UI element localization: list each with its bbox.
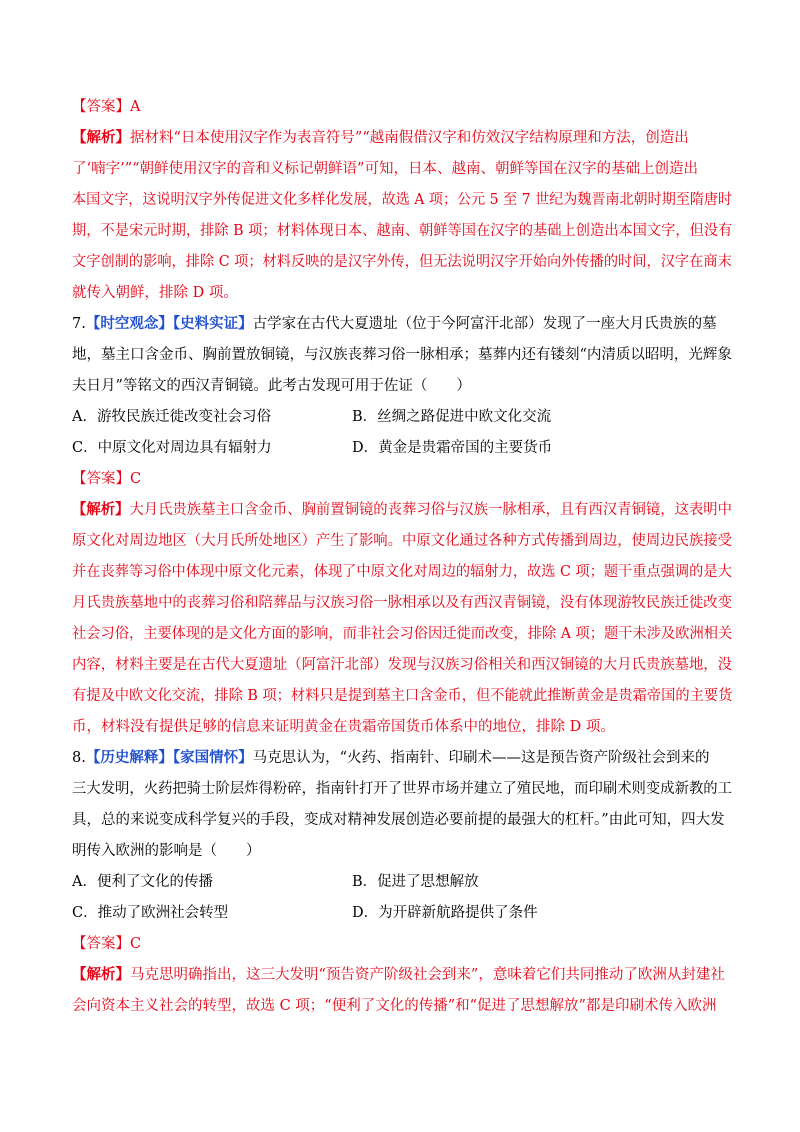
option-d[interactable]: D．黄金是贵霜帝国的主要货币	[352, 440, 553, 456]
answer-tag: 【答案】	[72, 471, 130, 487]
analysis-tag: 【解析】	[72, 966, 130, 983]
answer-value: A	[130, 99, 141, 115]
answer-value: C	[130, 936, 142, 952]
option-a[interactable]: A．便利了文化的传播	[72, 874, 213, 890]
answer-tag: 【答案】	[72, 936, 130, 952]
option-c[interactable]: C．推动了欧洲社会转型	[72, 905, 229, 921]
answer-line	[72, 933, 141, 955]
prev-analysis-line: 【解析】据材料“日本使用汉字作为表音符号”“越南假借汉字和仿效汉字结构原理和方法，创造出	[72, 129, 689, 146]
question-stem-line: 8.【历史解释】【家国情怀】马克思认为，“火药、指南针、印刷术——这是预告资产阶级社会到来的	[72, 749, 710, 766]
question-stem-line: 具，总的来说变成科学复兴的手段，变成对精神发展创造必要前提的最强大的杠杆。”由此可知，四大发	[72, 812, 725, 828]
prev-analysis-line: 文字创制的影响，排除 C 项；材料反映的是汉字外传，但无法说明汉字开始向外传播的时间，汉字在商末	[72, 254, 732, 270]
analysis-line: 社会习俗，主要体现的是文化方面的影响，而非社会习俗因迁徙而改变，排除 A 项；题干未涉及欧洲相关	[72, 626, 733, 642]
question-stem-line: 7.【时空观念】【史料实证】古学家在古代大夏遗址（位于今阿富汗北部）发现了一座大月氏贵族的墓	[72, 315, 717, 332]
analysis-line: 【解析】马克思明确指出，这三大发明“预告资产阶级社会到来”，意味着它们共同推动了欧洲从封建社	[72, 966, 725, 983]
analysis-line: 内容，材料主要是在古代大夏遗址（阿富汗北部）发现与汉族习俗相关和西汉铜镜的大月氏贵族墓地，没	[72, 657, 732, 673]
prev-analysis-line: 期，不是宋元时期，排除 B 项；材料体现日本、越南、朝鲜等国在汉字的基础上创造出本国文字，但没有	[72, 223, 733, 239]
answer-line	[72, 468, 141, 490]
question-number: 7.	[72, 316, 86, 332]
analysis-tag: 【解析】	[72, 129, 130, 146]
prev-analysis-line: 了‘喃字’”“朝鲜使用汉字的音和义标记朝鲜语”可知，日本、越南、朝鲜等国在汉字的基础上创造出	[72, 161, 698, 177]
competency-tag: 【史料实证】	[172, 315, 253, 332]
option-b[interactable]: B．促进了思想解放	[352, 874, 479, 890]
question-stem-line: 地，墓主口含金币、胸前置放铜镜，与汉族丧葬习俗一脉相承；墓葬内还有镂刻“内清质以昭明，光辉象	[72, 347, 732, 363]
question-number: 8.	[72, 750, 86, 766]
analysis-line: 会向资本主义社会的转型，故选 C 项；“便利了文化的传播”和“促进了思想解放”都是印刷术传入欧洲	[72, 998, 717, 1014]
analysis-line: 有提及中欧文化交流，排除 B 项；材料只是提到墓主口含金币，但不能就此推断黄金是贵霜帝国的主要货	[72, 688, 733, 704]
answer-tag: 【答案】	[72, 99, 130, 115]
option-b[interactable]: B．丝绸之路促进中欧文化交流	[352, 409, 552, 425]
prev-analysis-line: 本国文字，这说明汉字外传促进文化多样化发展，故选 A 项；公元 5 至 7 世纪为魏晋南北朝时期至隋唐时	[72, 192, 733, 208]
competency-tag: 【历史解释】	[85, 749, 173, 766]
competency-tag: 【家国情怀】	[172, 749, 253, 766]
analysis-line: 原文化对周边地区（大月氏所处地区）产生了影响。中原文化通过各种方式传播到周边，使周边民族接受	[72, 533, 732, 549]
prev-analysis-line: 就传入朝鲜，排除 D 项。	[72, 285, 238, 301]
option-a[interactable]: A．游牧民族迁徙改变社会习俗	[72, 409, 271, 425]
analysis-line: 并在丧葬等习俗中体现中原文化元素，体现了中原文化对周边的辐射力，故选 C 项；题干重点强调的是大	[72, 564, 732, 580]
analysis-line: 币，材料没有提供足够的信息来证明黄金在贵霜帝国货币体系中的地位，排除 D 项。	[72, 719, 615, 735]
analysis-line: 【解析】大月氏贵族墓主口含金币、胸前置铜镜的丧葬习俗与汉族一脉相承，且有西汉青铜镜，这表明中	[72, 501, 732, 518]
competency-tag: 【时空观念】	[85, 315, 173, 332]
question-stem-line: 明传入欧洲的影响是（ ）	[72, 843, 261, 859]
analysis-line: 月氏贵族墓地中的丧葬习俗和陪葬品与汉族习俗一脉相承以及有西汉青铜镜，没有体现游牧民族迁徙改变	[72, 595, 732, 611]
analysis-tag: 【解析】	[72, 501, 130, 518]
question-stem-line: 夫日月”等铭文的西汉青铜镜。此考古发现可用于佐证（ ）	[72, 378, 471, 394]
option-d[interactable]: D．为开辟新航路提供了条件	[352, 905, 538, 921]
question-stem-line: 三大发明，火药把骑士阶层炸得粉碎，指南针打开了世界市场并建立了殖民地，而印刷术则变成新教的工	[72, 781, 732, 797]
option-c[interactable]: C．中原文化对周边具有辐射力	[72, 440, 272, 456]
answer-value: C	[130, 471, 142, 487]
prev-answer	[72, 96, 140, 118]
